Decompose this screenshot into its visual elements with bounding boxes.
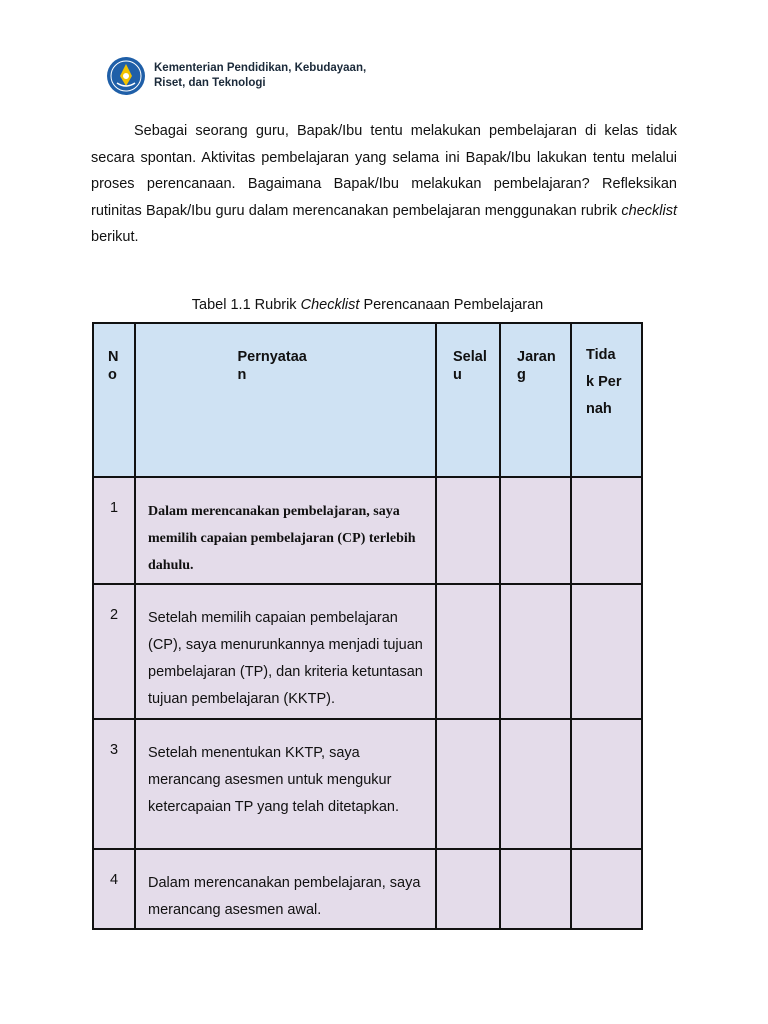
checklist-rubric-table bbox=[92, 322, 643, 930]
checkbox-cell-jarang[interactable] bbox=[500, 849, 571, 929]
checkbox-cell-tidak-pernah[interactable] bbox=[571, 584, 642, 719]
checkbox-cell-jarang[interactable] bbox=[500, 719, 571, 849]
table-row bbox=[93, 584, 642, 719]
row-statement: Setelah memilih capaian pembelajaran (CP), saya menurunkannya menjadi tujuan pembelajaran (TP), dan kriteria ketuntasan tujuan pembelajaran (KKTP). bbox=[135, 584, 436, 719]
row-number: 2 bbox=[93, 584, 135, 719]
document-header bbox=[106, 56, 366, 96]
row-number: 3 bbox=[93, 719, 135, 849]
header-no: No bbox=[93, 323, 135, 477]
checkbox-cell-selalu[interactable] bbox=[436, 719, 500, 849]
row-statement: Dalam merencanakan pembelajaran, saya merancang asesmen awal. bbox=[135, 849, 436, 929]
table-row bbox=[93, 719, 642, 849]
intro-paragraph bbox=[91, 118, 677, 251]
checkbox-cell-selalu[interactable] bbox=[436, 477, 500, 584]
row-statement: Setelah menentukan KKTP, saya merancang asesmen untuk mengukur ketercapaian TP yang telah ditetapkan. bbox=[135, 719, 436, 849]
row-number: 1 bbox=[93, 477, 135, 584]
ministry-name-line2: Riset, dan Teknologi bbox=[154, 77, 266, 89]
caption-suffix: Perencanaan Pembelajaran bbox=[359, 297, 544, 313]
row-statement: Dalam merencanakan pembelajaran, saya memilih capaian pembelajaran (CP) terlebih dahulu. bbox=[135, 477, 436, 584]
row-number: 4 bbox=[93, 849, 135, 929]
header-pernyataan: Pernyataan bbox=[135, 323, 436, 477]
header-tidak-pernah: Tidak Pernah bbox=[571, 323, 642, 477]
header-selalu: Selalu bbox=[436, 323, 500, 477]
checkbox-cell-tidak-pernah[interactable] bbox=[571, 719, 642, 849]
intro-text: Sebagai seorang guru, Bapak/Ibu tentu melakukan pembelajaran di kelas tidak secara spontan. Aktivitas pembelajaran yang selama ini Bapak/Ibu lakukan tentu melalui proses perencanaan. Bagaimana Bapak/Ibu melakukan pembelajaran? Refleksikan rutinitas Bapak/Ibu guru dalam merencanakan pembelajaran menggunakan rubrik bbox=[91, 123, 677, 219]
caption-prefix: Tabel 1.1 Rubrik bbox=[191, 297, 301, 313]
caption-italic: Checklist bbox=[300, 297, 360, 313]
table-row bbox=[93, 477, 642, 584]
header-jarang: Jarang bbox=[500, 323, 571, 477]
intro-text-end: berikut. bbox=[91, 229, 139, 245]
checkbox-cell-tidak-pernah[interactable] bbox=[571, 477, 642, 584]
checkbox-cell-selalu[interactable] bbox=[436, 584, 500, 719]
table-row bbox=[93, 849, 642, 929]
checkbox-cell-tidak-pernah[interactable] bbox=[571, 849, 642, 929]
checkbox-cell-jarang[interactable] bbox=[500, 584, 571, 719]
tut-wuri-handayani-logo-icon bbox=[106, 56, 146, 96]
table-caption bbox=[92, 297, 643, 313]
ministry-name-line1: Kementerian Pendidikan, Kebudayaan, bbox=[154, 62, 367, 74]
checkbox-cell-selalu[interactable] bbox=[436, 849, 500, 929]
table-header-row bbox=[93, 323, 642, 477]
checkbox-cell-jarang[interactable] bbox=[500, 477, 571, 584]
intro-italic-term: checklist bbox=[621, 202, 677, 219]
ministry-name bbox=[154, 61, 366, 91]
